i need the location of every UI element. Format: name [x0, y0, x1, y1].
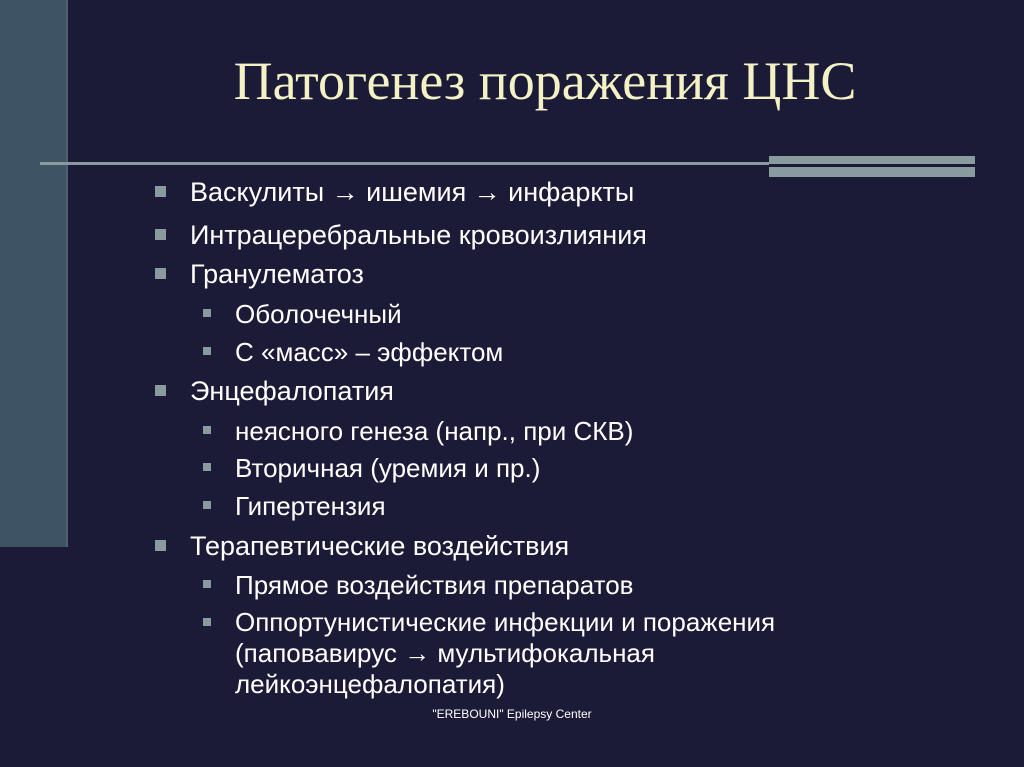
- bullet-item-vasculitis: [155, 176, 634, 208]
- sub-bullet-text: Прямое воздействия препаратов: [235, 570, 634, 600]
- sub-bullet-item-direct-drug-effect: [203, 569, 633, 601]
- sub-bullet-text: Вторичная (уремия и пр.): [235, 453, 541, 483]
- small-square-bullet-icon: [203, 618, 211, 626]
- sub-bullet-text: Гипертензия: [235, 491, 386, 521]
- bullet-text: Терапевтические воздействия: [190, 531, 570, 561]
- small-square-bullet-icon: [203, 580, 211, 588]
- bullet-text: Гранулематоз: [190, 259, 364, 289]
- small-square-bullet-icon: [203, 309, 211, 317]
- sub-bullet-item-mass-effect: [203, 336, 503, 368]
- bullet-text: Энцефалопатия: [190, 376, 394, 406]
- bullet-item-encephalopathy: [155, 375, 394, 407]
- small-square-bullet-icon: [203, 426, 211, 434]
- square-bullet-icon: [155, 540, 166, 551]
- bullet-item-granulomatosis: [155, 258, 364, 290]
- bullet-text: Васкулиты → ишемия → инфаркты: [190, 177, 635, 207]
- sub-bullet-item-hypertension: [203, 490, 386, 522]
- footer-text: "EREBOUNI" Epilepsy Center: [432, 707, 592, 721]
- sub-bullet-item-secondary: [203, 452, 540, 484]
- small-square-bullet-icon: [203, 347, 211, 355]
- sub-bullet-text: Оппортунистические инфекции и поражения (паповавирус → мультифокальная лейкоэнцефалопатия): [235, 607, 776, 699]
- square-bullet-icon: [155, 186, 166, 197]
- small-square-bullet-icon: [203, 501, 211, 509]
- sub-bullet-item-meningeal: [203, 298, 402, 330]
- sub-bullet-text: С «масс» – эффектом: [235, 337, 504, 367]
- bullet-text: Интрацеребральные кровоизлияния: [190, 220, 647, 250]
- bullet-item-therapy: [155, 530, 569, 562]
- square-bullet-icon: [155, 268, 166, 279]
- sub-bullet-text: Оболочечный: [235, 299, 402, 329]
- sub-bullet-item-opportunistic-infections: [203, 607, 775, 700]
- sub-bullet-item-unclear-genesis: [203, 415, 633, 447]
- square-bullet-icon: [155, 229, 166, 240]
- square-bullet-icon: [155, 385, 166, 396]
- sub-bullet-text: неясного генеза (напр., при СКВ): [235, 416, 634, 446]
- bullet-item-hemorrhage: [155, 219, 647, 251]
- slide-title: Патогенез поражения ЦНС: [233, 51, 857, 111]
- small-square-bullet-icon: [203, 463, 211, 471]
